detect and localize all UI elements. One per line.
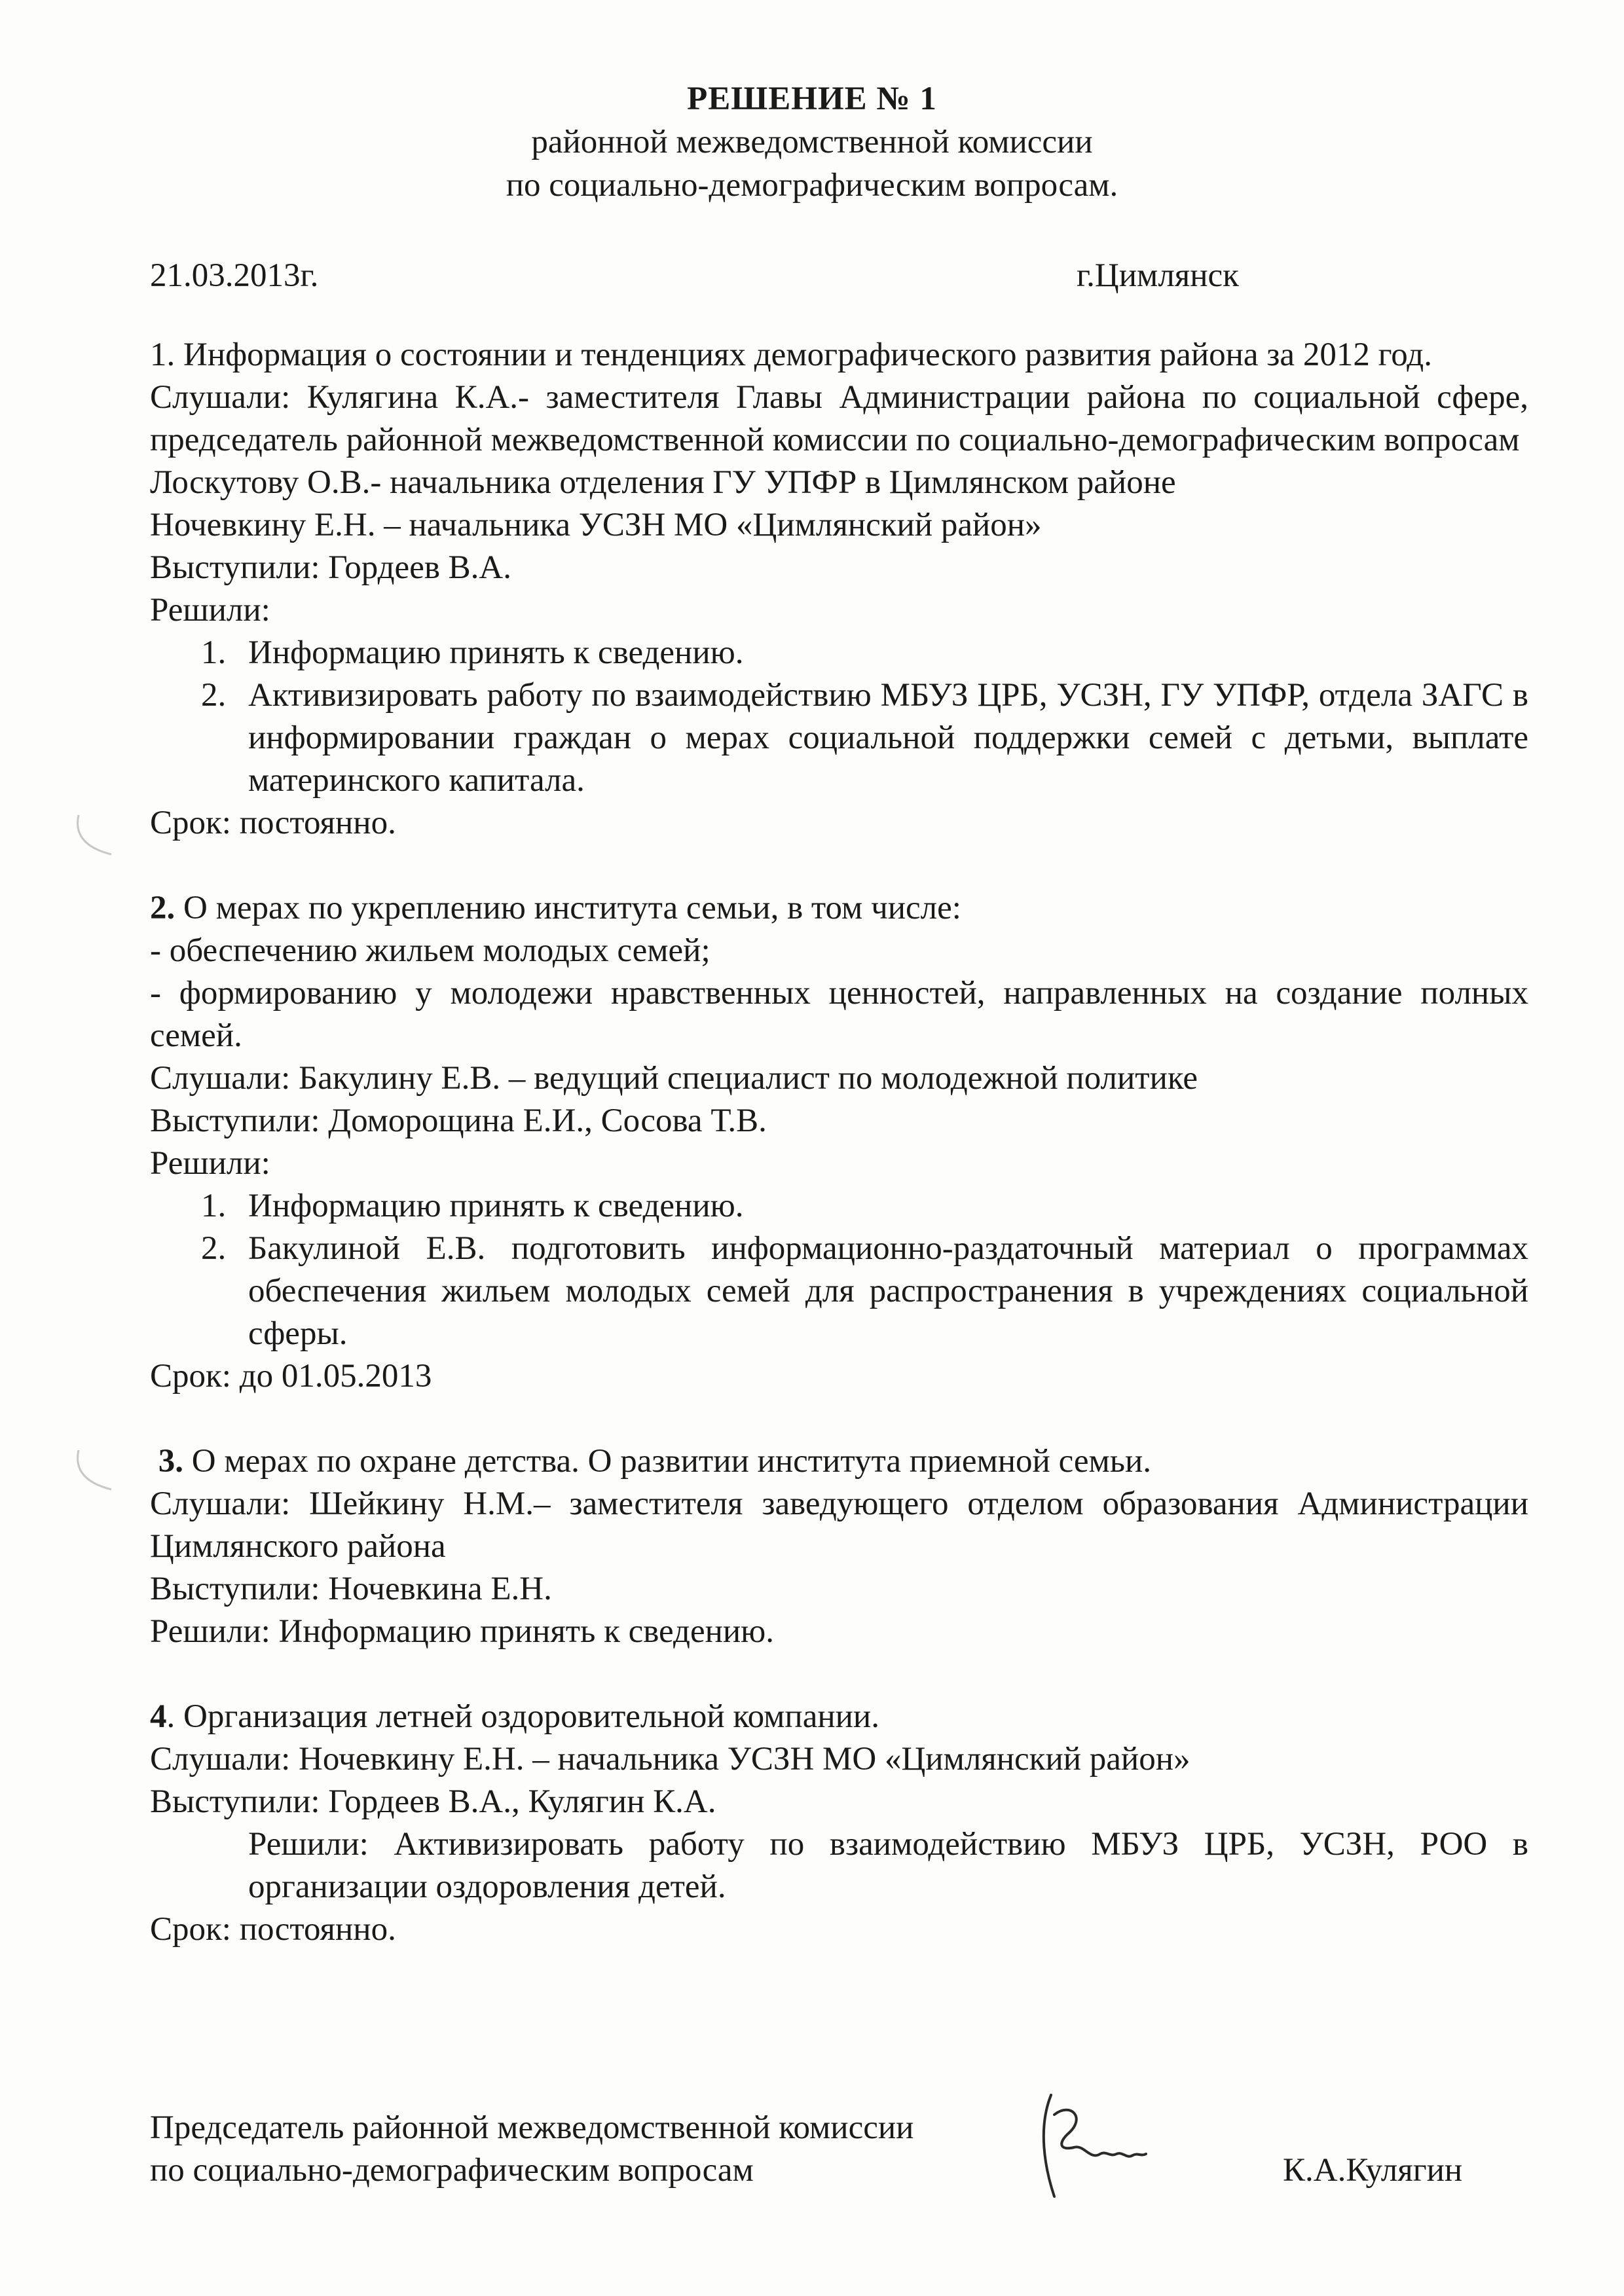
section-heading [150, 1440, 1528, 1483]
heard-line: Слушали: Ночевкину Е.Н. – начальника УСЗН МО «Цимлянский район» [150, 1741, 1190, 1777]
document-subtitle: по социально-демографическим вопросам. [506, 167, 1118, 204]
section-spacer [150, 1653, 1528, 1696]
heard-line: Слушали: Кулягина К.А.- заместителя Главы Администрации района по социальной сфере, председатель районной межведомственной комиссии по социально-демографическим вопросам [150, 379, 1528, 458]
list-item-number: 2. [201, 1230, 227, 1267]
decision-list [150, 1185, 1528, 1355]
section-heading [150, 887, 1528, 930]
section-2 [150, 887, 1528, 1398]
signatory-name: К.А.Кулягин [1283, 2152, 1463, 2189]
list-item-number: 2. [201, 677, 227, 714]
decided-line: Решили: [150, 1145, 270, 1182]
heard-line: Слушали: Шейкину Н.М.– заместителя заведующего отделом образования Администрации Цимлянского района [150, 1485, 1528, 1565]
section-heading: 1. Информация о состоянии и тенденциях демографического развития района за 2012 год. [150, 337, 1432, 373]
dateline [150, 254, 1273, 297]
section-number: 2. [150, 890, 175, 926]
heard-line: Лоскутову О.В.- начальника отделения ГУ УПФР в Цимлянском районе [150, 464, 1176, 501]
section-heading-text: О мерах по укреплению института семьи, в том числе: [175, 890, 961, 926]
section-heading [150, 1696, 1528, 1738]
section-spacer [150, 1398, 1528, 1440]
list-item [201, 674, 1528, 802]
section-number: 4 [150, 1698, 167, 1735]
list-item-text: Бакулиной Е.В. подготовить информационно-раздаточный материал о программах обеспечения жильем молодых семей для распространения в учреждениях социальной сферы. [248, 1230, 1528, 1352]
list-item [201, 1185, 1528, 1228]
document-title: РЕШЕНИЕ № 1 [687, 81, 937, 117]
document-body [150, 334, 1528, 1951]
spoke-line: Выступили: Доморощина Е.И., Сосова Т.В. [150, 1102, 767, 1139]
section-spacer [150, 845, 1528, 887]
punch-hole-mark [65, 1440, 124, 1499]
list-item-text: Информацию принять к сведению. [248, 634, 744, 671]
list-item [201, 632, 1528, 674]
section-heading-text: . Организация летней оздоровительной компании. [166, 1698, 879, 1735]
heard-line: Ночевкину Е.Н. – начальника УСЗН МО «Цимлянский район» [150, 507, 1042, 543]
document-header [0, 77, 1624, 207]
heard-line: Слушали: Бакулину Е.В. – ведущий специалист по молодежной политике [150, 1060, 1198, 1097]
decided-line: Решили: [150, 592, 270, 629]
spoke-line: Выступили: Ночевкина Е.Н. [150, 1571, 552, 1607]
section-4 [150, 1696, 1528, 1951]
list-item-text: Информацию принять к сведению. [248, 1188, 744, 1224]
decision-list [150, 632, 1528, 802]
term-line: Срок: постоянно. [150, 805, 396, 841]
signature-block [150, 2107, 1528, 2192]
subtopic-line: - обеспечению жильем молодых семей; [150, 932, 710, 969]
list-item [201, 1228, 1528, 1355]
signatory-title: по социально-демографическим вопросам [150, 2152, 754, 2189]
decided-line: Решили: Активизировать работу по взаимодействию МБУЗ ЦРБ, УСЗН, РОО в организации оздоровления детей. [248, 1826, 1528, 1905]
document-date: 21.03.2013г. [150, 257, 319, 294]
decided-line: Решили: Информацию принять к сведению. [150, 1613, 775, 1650]
term-line: Срок: постоянно. [150, 1911, 396, 1948]
signatory-title: Председатель районной межведомственной комиссии [150, 2109, 914, 2146]
punch-hole-mark [65, 805, 124, 864]
section-heading-text: О мерах по охране детства. О развитии института приемной семьи. [183, 1443, 1152, 1480]
document-city: г.Цимлянск [1077, 257, 1239, 294]
section-1 [150, 334, 1528, 845]
list-item-number: 1. [201, 634, 227, 671]
section-number: 3. [158, 1443, 183, 1480]
section-3 [150, 1440, 1528, 1653]
handwritten-signature [1025, 2088, 1162, 2206]
subtopic-line: - формированию у молодежи нравственных ценностей, направленных на создание полных семей. [150, 975, 1528, 1054]
list-item-number: 1. [201, 1188, 227, 1224]
spoke-line: Выступили: Гордеев В.А. [150, 549, 512, 586]
term-line: Срок: до 01.05.2013 [150, 1358, 432, 1394]
list-item-text: Активизировать работу по взаимодействию МБУЗ ЦРБ, УСЗН, ГУ УПФР, отдела ЗАГС в информировании граждан о мерах социальной поддержки семей с детьми, выплате материнского капитала. [248, 677, 1528, 799]
document-subtitle: районной межведомственной комиссии [531, 124, 1093, 160]
spoke-line: Выступили: Гордеев В.А., Кулягин К.А. [150, 1783, 716, 1820]
